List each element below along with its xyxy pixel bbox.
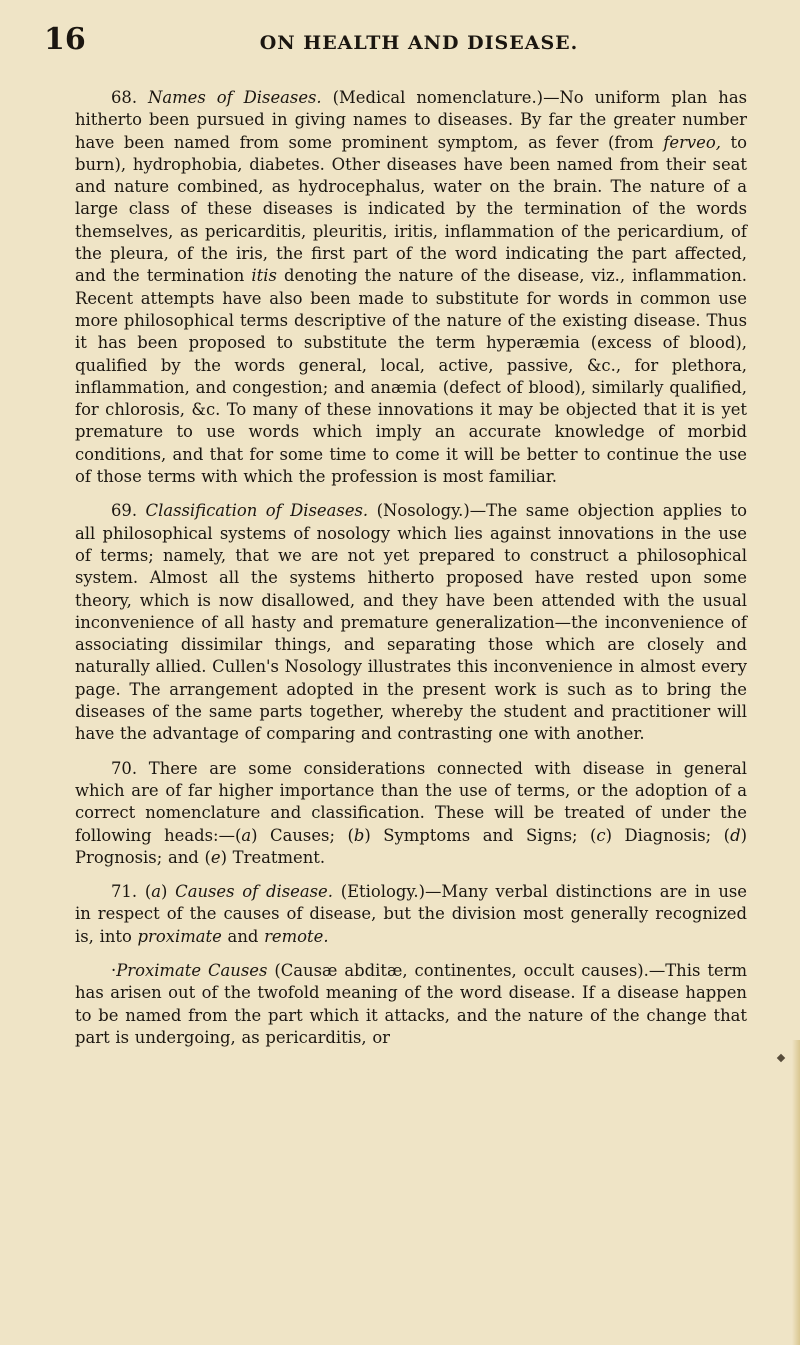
text-run: itis bbox=[251, 266, 277, 286]
text-run: (Etiology.)—Many verbal distinctions are in use in respect of the causes of disease, but the division most generally recognized is, into bbox=[75, 882, 748, 946]
text-run: Causes of disease. bbox=[175, 882, 333, 902]
page-header bbox=[44, 22, 754, 62]
text-run: 71. ( bbox=[111, 882, 152, 902]
text-run: d bbox=[730, 825, 741, 845]
paragraph-69 bbox=[75, 500, 747, 745]
paragraph-70 bbox=[75, 758, 747, 869]
text-run: and bbox=[221, 926, 265, 946]
text-run: remote. bbox=[264, 926, 329, 946]
text-run: ) Prognosis; and ( bbox=[75, 825, 747, 867]
text-run: ) Causes; ( bbox=[251, 825, 354, 845]
text-run: 70. There are some considerations connected with disease in general which are of far higher importance than the use of terms, or the adoption of a correct nomenclature and classification. These will be treated of under the following heads:—( bbox=[75, 758, 747, 845]
text-run: c bbox=[596, 825, 606, 845]
text-run: (Causæ abditæ, continentes, occult causes).—This term has arisen out of the twofold meaning of the word disease. If a disease happen to be named from the part which it attacks, and the nature of the change that part is undergoing, as pericarditis, or bbox=[75, 960, 747, 1047]
text-run: Classification of Diseases. bbox=[145, 501, 369, 521]
paragraph-proximate-causes bbox=[75, 960, 747, 1049]
text-run: ) Treatment. bbox=[220, 847, 326, 867]
text-run: Proximate Causes bbox=[116, 960, 268, 980]
text-run: denoting the nature of the disease, viz., inflammation. Recent attempts have also been made to substitute for words in common use more philosophical terms descriptive of the nature of the existing disease. Thus it has been proposed to substitute the term hyperæmia (excess of blood), qualified by the words general, local, active, passive, &c., for plethora, inflammation, and congestion; and anæmia (defect of blood), similarly qualified, for chlorosis, &c. To many of these innovations it may be objected that it is yet premature to use words which imply an accurate knowledge of morbid conditions, and that for some time to come it will be better to continue the use of those terms with which the profession is most familiar. bbox=[75, 266, 747, 487]
text-run: proximate bbox=[137, 926, 222, 946]
text-run: a bbox=[151, 882, 161, 902]
text-run: · bbox=[111, 960, 117, 980]
text-run: (Nosology.)—The same objection applies to all philosophical systems of nosology which lies against innovations in the use of terms; namely, that we are not yet prepared to construct a philosophical system. Almost all the systems hitherto proposed have rested upon some theory, which is now disallowed, and they have been attended with the usual inconvenience of all hasty and premature generalization—the inconvenience of associating dissimilar things, and separating those which are closely and naturally allied. Cullen's Nosology illustrates this inconvenience in almost every page. The arrangement adopted in the present work is such as to bring the diseases of the same parts together, whereby the student and practitioner will have the advantage of comparing and contrasting one with another. bbox=[75, 501, 747, 744]
page-body bbox=[75, 87, 747, 1049]
text-run: a bbox=[241, 825, 252, 845]
text-run: Names of Diseases. bbox=[148, 88, 322, 107]
paragraph-68 bbox=[75, 87, 747, 488]
page-number: 16 bbox=[44, 22, 86, 57]
text-run: ) Diagnosis; ( bbox=[605, 825, 731, 845]
text-run: e bbox=[210, 847, 221, 867]
text-run: 68. bbox=[111, 88, 149, 107]
margin-mark bbox=[777, 1054, 785, 1062]
page-edge-stain bbox=[792, 1040, 800, 1345]
text-run: to burn), hydrophobia, diabetes. Other diseases have been named from their seat and nature combined, as hydrocephalus, water on the brain. The nature of a large class of these diseases is indicated by the termination of the words themselves, as pericarditis, pleuritis, iritis, inflammation of the pericardium, of the pleura, of the iris, the first part of the word indicating the part affected, and the termination bbox=[75, 132, 748, 286]
running-head: ON HEALTH AND DISEASE. bbox=[259, 32, 579, 54]
text-run: ) Symptoms and Signs; ( bbox=[364, 825, 597, 845]
text-run: ferveo, bbox=[663, 132, 721, 152]
paragraph-71 bbox=[75, 881, 747, 948]
text-run: ) bbox=[161, 882, 176, 902]
text-run: b bbox=[353, 825, 365, 845]
text-run: 69. bbox=[111, 501, 146, 521]
text-run: (Medical nomenclature.)—No uniform plan has hitherto been pursued in giving names to diseases. By far the greater number have been named from some prominent symptom, as fever (from bbox=[75, 88, 748, 152]
